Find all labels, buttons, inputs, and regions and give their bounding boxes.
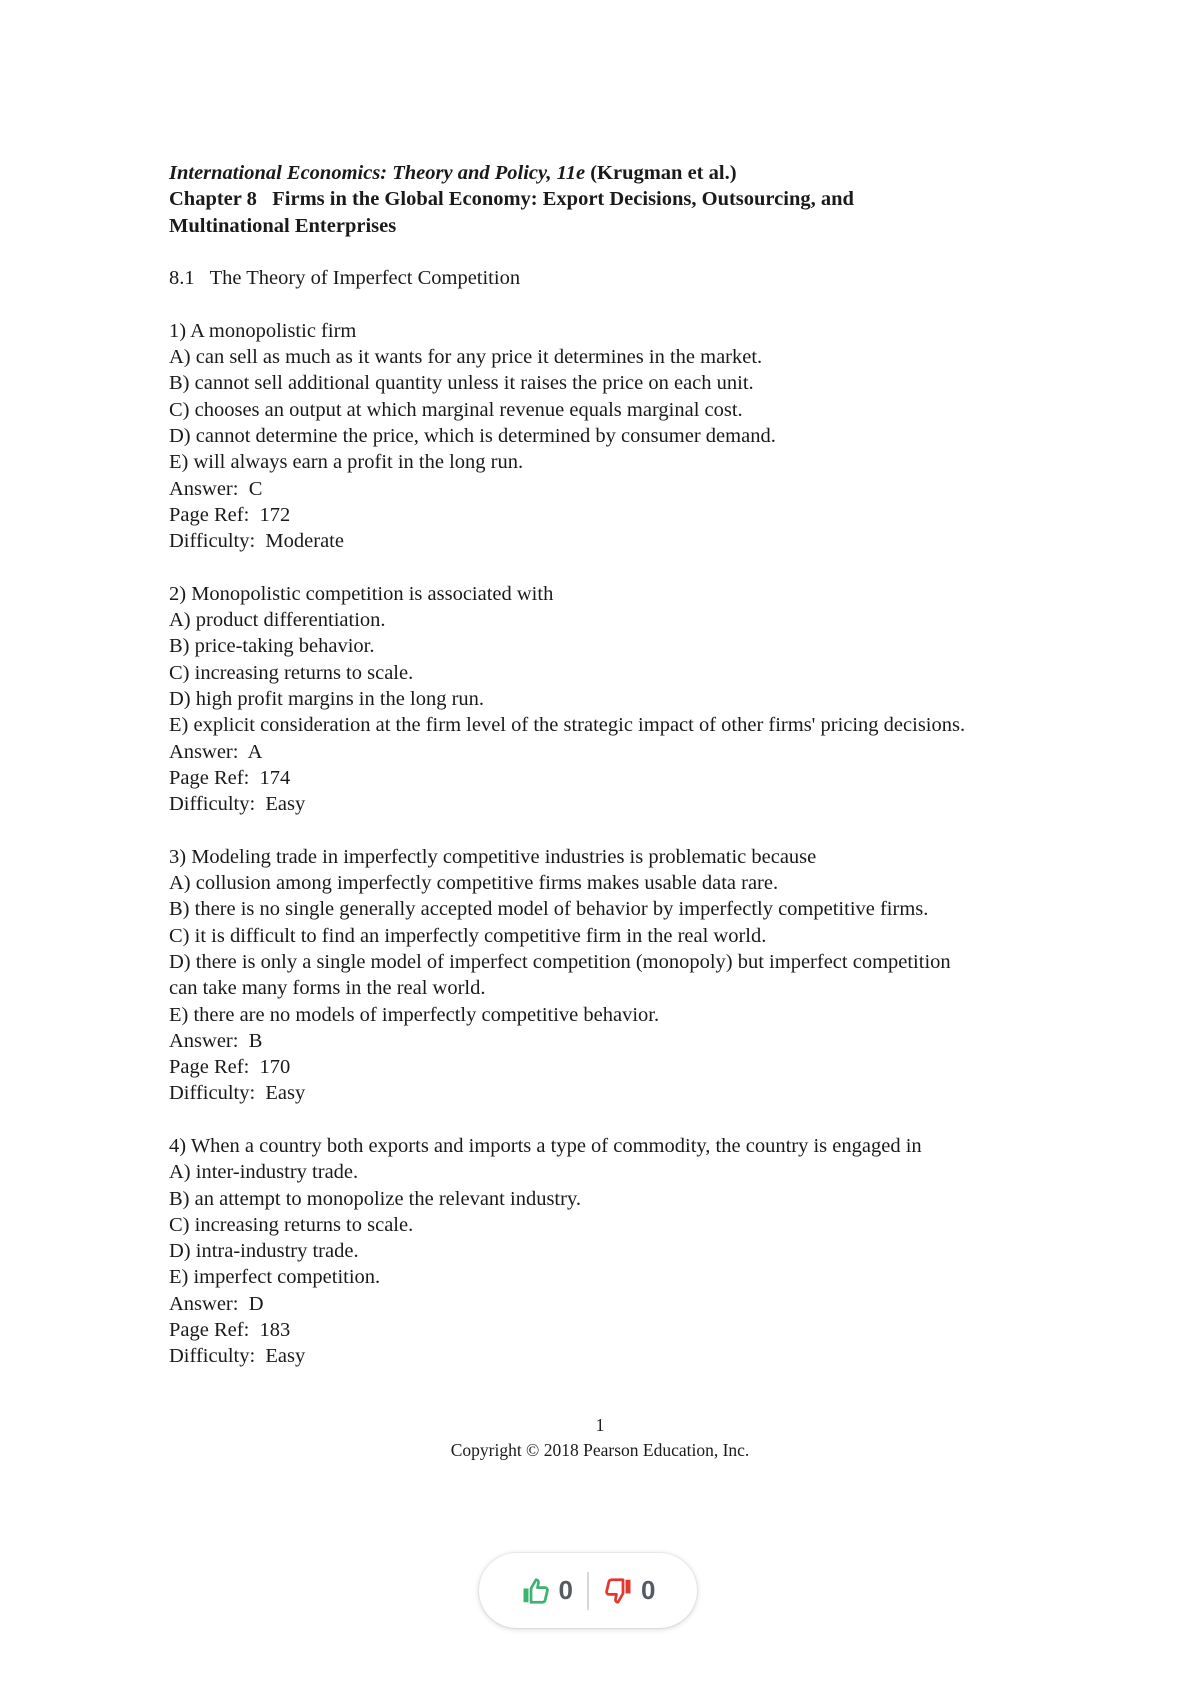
question-stem: 2) Monopolistic competition is associated with: [169, 582, 554, 605]
document-header-line-1: [169, 160, 1069, 186]
answer-option: C) increasing returns to scale.: [169, 661, 414, 684]
downvote-count: 0: [641, 1575, 656, 1605]
chapter-title-line-2: Multinational Enterprises: [169, 214, 397, 237]
question-stem: 4) When a country both exports and imports a type of commodity, the country is engaged in: [169, 1134, 922, 1157]
answer-option: E) will always earn a profit in the long run.: [169, 451, 524, 474]
answer-option: A) inter-industry trade.: [169, 1161, 359, 1184]
upvote-button[interactable]: [507, 1575, 587, 1606]
page-number: 1: [595, 1415, 605, 1435]
answer-option: A) collusion among imperfectly competitive firms makes usable data rare.: [169, 872, 779, 895]
difficulty: Difficulty: Easy: [169, 793, 306, 816]
section-title: 8.1 The Theory of Imperfect Competition: [169, 267, 521, 290]
page-ref: Page Ref: 174: [169, 766, 291, 789]
book-authors: (Krugman et al.): [585, 162, 737, 184]
question-1: [169, 318, 1069, 555]
answer-option: B) there is no single generally accepted model of behavior by imperfectly competitive firms.: [169, 898, 929, 921]
difficulty: Difficulty: Easy: [169, 1082, 306, 1105]
thumbs-up-icon: [521, 1576, 551, 1606]
chapter-title-line-1: Chapter 8 Firms in the Global Economy: Export Decisions, Outsourcing, and: [169, 188, 854, 211]
answer-option: C) chooses an output at which marginal revenue equals marginal cost.: [169, 398, 743, 421]
document-page: [169, 160, 1069, 1370]
answer-option: B) an attempt to monopolize the relevant industry.: [169, 1187, 581, 1210]
copyright-notice: Copyright © 2018 Pearson Education, Inc.: [450, 1440, 750, 1460]
vote-widget: [479, 1553, 697, 1628]
page-ref: Page Ref: 172: [169, 503, 291, 526]
answer-option: D) cannot determine the price, which is determined by consumer demand.: [169, 424, 776, 447]
answer-option: D) there is only a single model of imperfect competition (monopoly) but imperfect competition: [169, 950, 951, 973]
question-4: [169, 1133, 1069, 1370]
answer-option: B) price-taking behavior.: [169, 635, 375, 658]
answer-option: E) there are no models of imperfectly competitive behavior.: [169, 1003, 660, 1026]
answer-option: C) increasing returns to scale.: [169, 1213, 414, 1236]
difficulty: Difficulty: Easy: [169, 1345, 306, 1368]
answer-option: D) high profit margins in the long run.: [169, 687, 485, 710]
answer-option: B) cannot sell additional quantity unless it raises the price on each unit.: [169, 372, 754, 395]
answer-option: A) can sell as much as it wants for any price it determines in the market.: [169, 346, 763, 369]
page-ref: Page Ref: 170: [169, 1056, 291, 1079]
upvote-count: 0: [558, 1575, 573, 1605]
answer-option: A) product differentiation.: [169, 609, 386, 632]
answer-key: Answer: B: [169, 1029, 263, 1052]
page-ref: Page Ref: 183: [169, 1319, 291, 1342]
question-stem: 3) Modeling trade in imperfectly competitive industries is problematic because: [169, 845, 817, 868]
downvote-button[interactable]: [589, 1575, 669, 1606]
question-stem: 1) A monopolistic firm: [169, 319, 357, 342]
difficulty: Difficulty: Moderate: [169, 530, 344, 553]
answer-key: Answer: A: [169, 740, 263, 763]
question-3: [169, 844, 1069, 1107]
answer-option: D) intra-industry trade.: [169, 1240, 359, 1263]
answer-option: C) it is difficult to find an imperfectly competitive firm in the real world.: [169, 924, 767, 947]
answer-key: Answer: D: [169, 1292, 264, 1315]
answer-option-continuation: can take many forms in the real world.: [169, 977, 486, 1000]
question-2: [169, 581, 1069, 818]
answer-key: Answer: C: [169, 477, 263, 500]
answer-option: E) imperfect competition.: [169, 1266, 381, 1289]
answer-option: E) explicit consideration at the firm level of the strategic impact of other firms' pricing decisions.: [169, 714, 966, 737]
book-title: International Economics: Theory and Policy, 11e: [169, 162, 586, 184]
thumbs-down-icon: [603, 1576, 633, 1606]
